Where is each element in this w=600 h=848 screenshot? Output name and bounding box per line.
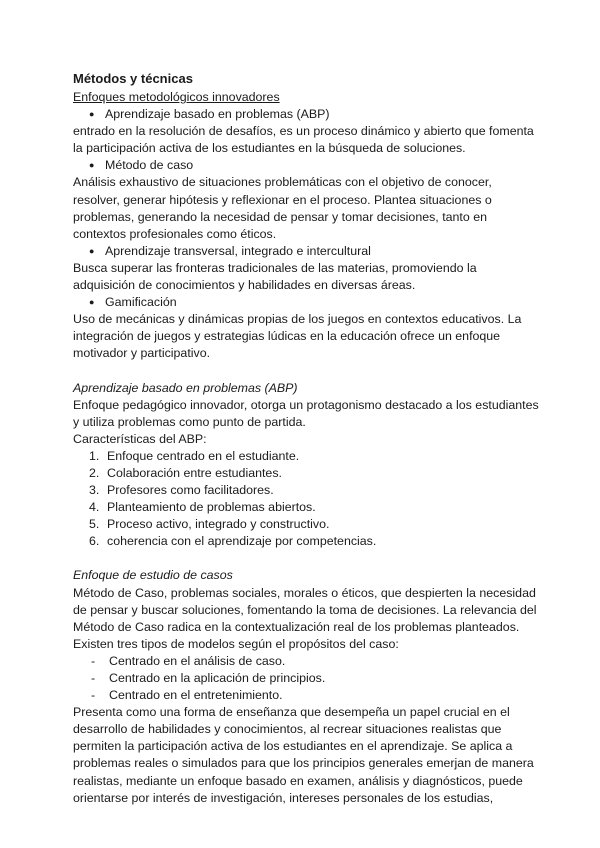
bullet-label: Método de caso bbox=[105, 158, 194, 173]
numbered-item bbox=[73, 533, 535, 550]
dash-icon: - bbox=[91, 671, 96, 685]
numbered-item bbox=[73, 499, 535, 516]
dash-icon: - bbox=[91, 688, 96, 703]
paragraph-line: desarrollo de habilidades y conocimientos, al recrear situaciones realistas que bbox=[73, 722, 502, 737]
list-number: 1. bbox=[89, 448, 100, 463]
list-text: coherencia con el aprendizaje por competencias. bbox=[107, 534, 377, 549]
paragraph-line: Busca superar las fronteras tradicionales de las materias, promoviendo la bbox=[73, 260, 477, 275]
spacer bbox=[73, 550, 535, 567]
paragraph-line: Análisis exhaustivo de situaciones problemáticas con el objetivo de conocer, bbox=[73, 175, 492, 190]
section-subtitle-abp: Aprendizaje basado en problemas (ABP) bbox=[73, 380, 298, 395]
list-text: Proceso activo, integrado y constructivo. bbox=[107, 517, 330, 532]
paragraph-line: la participación activa de los estudiantes en la búsqueda de soluciones. bbox=[73, 141, 466, 156]
numbered-item bbox=[73, 465, 535, 482]
numbered-item bbox=[73, 482, 535, 499]
paragraph-line: entrado en la resolución de desafíos, es un proceso dinámico y abierto que fomenta bbox=[73, 124, 534, 139]
paragraph-line: problemas, generando la necesidad de pensar y tomar decisiones, tanto en bbox=[73, 209, 487, 224]
paragraph-line: Enfoque pedagógico innovador, otorga un protagonismo destacado a los estudiantes bbox=[73, 397, 539, 412]
list-number: 3. bbox=[89, 483, 100, 498]
paragraph-line: Uso de mecánicas y dinámicas propias de los juegos en contextos educativos. La bbox=[73, 312, 522, 327]
list-text: Planteamiento de problemas abiertos. bbox=[107, 500, 316, 515]
dash-item bbox=[73, 653, 535, 670]
list-number: 2. bbox=[89, 465, 100, 480]
paragraph-line: Características del ABP: bbox=[73, 431, 207, 446]
numbered-item bbox=[73, 516, 535, 533]
bullet-icon: ● bbox=[89, 297, 95, 308]
list-text: Profesores como facilitadores. bbox=[107, 483, 274, 498]
paragraph-line: orientarse por interés de investigación, intereses personales de los estudias, bbox=[73, 790, 494, 805]
paragraph-line: realistas, mediante un enfoque basado en examen, análisis y diagnósticos, puede bbox=[73, 773, 523, 788]
bullet-icon: ● bbox=[89, 160, 95, 171]
section-subtitle-enfoques: Enfoques metodológicos innovadores bbox=[73, 90, 280, 104]
bullet-label: Gamificación bbox=[105, 295, 177, 310]
spacer bbox=[73, 363, 535, 380]
bullet-label: Aprendizaje transversal, integrado e intercultural bbox=[105, 243, 371, 258]
dash-item bbox=[73, 670, 535, 687]
paragraph-line: motivador y participativo. bbox=[73, 346, 211, 361]
dash-text: Centrado en el análisis de caso. bbox=[109, 653, 286, 668]
dash-icon: - bbox=[91, 653, 96, 668]
document-page bbox=[73, 70, 539, 807]
list-number: 6. bbox=[89, 534, 100, 549]
paragraph-line: permiten la participación activa de los estudiantes en el aprendizaje. Se aplica a bbox=[73, 739, 513, 754]
paragraph-line: Método de Caso, problemas sociales, morales o éticos, que despierten la necesidad bbox=[73, 585, 536, 600]
paragraph-line: integración de juegos y estrategias lúdicas en la educación ofrece un enfoque bbox=[73, 329, 501, 344]
paragraph-line: y utiliza problemas como punto de partida. bbox=[73, 414, 306, 429]
section-subtitle-casos: Enfoque de estudio de casos bbox=[73, 568, 233, 583]
paragraph-line: Existen tres tipos de modelos según el propósitos del caso: bbox=[73, 636, 399, 651]
bullet-item bbox=[73, 294, 535, 311]
list-text: Enfoque centrado en el estudiante. bbox=[107, 448, 300, 463]
paragraph-line: de pensar y buscar soluciones, fomentando la toma de decisiones. La relevancia del bbox=[73, 602, 537, 617]
paragraph-line: problemas reales o simulados para que los principios generales emerjan de manera bbox=[73, 756, 534, 771]
paragraph-line: Presenta como una forma de enseñanza que desempeña un papel crucial en el bbox=[73, 705, 510, 720]
list-number: 5. bbox=[89, 517, 100, 532]
dash-text: Centrado en la aplicación de principios. bbox=[109, 671, 326, 685]
numbered-item bbox=[73, 448, 535, 465]
paragraph-line: Método de Caso radica en la contextualización real de los problemas planteados. bbox=[73, 619, 520, 634]
paragraph-line: resolver, generar hipótesis y reflexionar en el proceso. Plantea situaciones o bbox=[73, 192, 492, 207]
document-title: Métodos y técnicas bbox=[73, 71, 193, 86]
paragraph-line: adquisición de conocimientos y habilidades en diversas áreas. bbox=[73, 278, 416, 293]
dash-text: Centrado en el entretenimiento. bbox=[109, 688, 283, 703]
bullet-item bbox=[73, 106, 535, 123]
dash-item bbox=[73, 687, 535, 704]
paragraph-line: contextos profesionales como éticos. bbox=[73, 226, 277, 241]
list-number: 4. bbox=[89, 500, 100, 515]
bullet-icon: ● bbox=[89, 245, 95, 256]
bullet-icon: ● bbox=[89, 109, 95, 120]
bullet-item bbox=[73, 243, 535, 260]
bullet-item bbox=[73, 157, 535, 174]
bullet-label: Aprendizaje basado en problemas (ABP) bbox=[105, 107, 330, 122]
list-text: Colaboración entre estudiantes. bbox=[107, 465, 282, 480]
